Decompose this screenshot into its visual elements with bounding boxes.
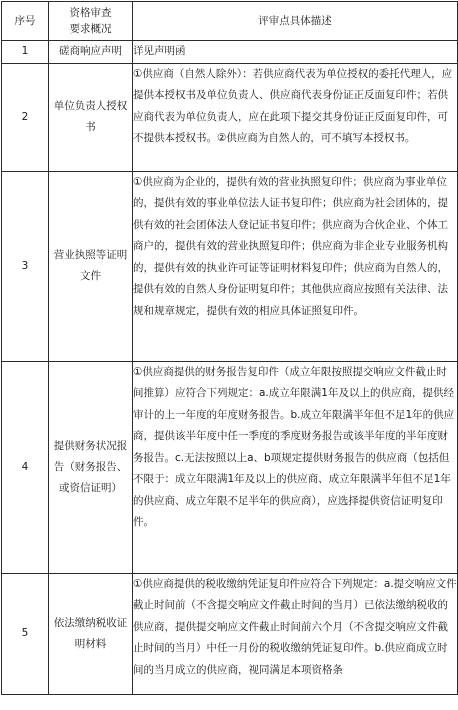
table-row <box>2 41 458 64</box>
table-row <box>2 573 458 694</box>
table-row <box>2 361 458 573</box>
description-cell: ①供应商提供的财务报告复印件（成立年限按照提交响应文件截止时间推算）应符合下列规定：a.成立年限满1年及以上的供应商，提供经审计的上一年度的年度财务报告。b.成立年限满半年但不足1年的供应商，提供该半年度中任一季度的季度财务报告或该半年度的半年度财务报告。c.无法按照以上a、b项规定提供财务报告的供应商（包括但不限于：成立年限满1年及以上的供应商、成立年限满半年但不足1年的供应商、成立年限不足半年的供应商），应选择提供资信证明复印件。 <box>133 361 458 573</box>
row-number: 5 <box>2 573 49 694</box>
row-number: 2 <box>2 63 49 171</box>
requirement-cell: 依法缴纳税收证明材料 <box>49 573 133 694</box>
row-number: 1 <box>2 41 49 64</box>
header-requirement: 资格审查要求概况 <box>49 2 133 41</box>
row-number: 3 <box>2 171 49 361</box>
header-description: 评审点具体描述 <box>133 2 458 41</box>
table-row <box>2 171 458 361</box>
table-row <box>2 63 458 171</box>
description-cell: ①供应商（自然人除外）：若供应商代表为单位授权的委托代理人，应提供本授权书及单位负责人、供应商代表身份证正反面复印件；若供应商代表为单位负责人，应在此项下提交其身份证正反面复印件，可不提供本授权书。②供应商为自然人的，可不填写本授权书。 <box>133 63 458 171</box>
description-cell: ①供应商提供的税收缴纳凭证复印件应符合下列规定：a.提交响应文件截止时间前（不含提交响应文件截止时间的当月）已依法缴纳税收的供应商，提供提交响应文件截止时间前六个月（不含提交响应文件截止时间的当月）中任一月份的税收缴纳凭证复印件。b.供应商成立时间的当月成立的供应商，视同满足本项资格条 <box>133 573 458 694</box>
requirement-cell: 单位负责人授权书 <box>49 63 133 171</box>
description-cell: 详见声明函 <box>133 41 458 64</box>
requirement-cell: 提供财务状况报告（财务报告、或资信证明） <box>49 361 133 573</box>
row-number: 4 <box>2 361 49 573</box>
requirement-cell: 磋商响应声明 <box>49 41 133 64</box>
description-cell: ①供应商为企业的，提供有效的营业执照复印件；供应商为事业单位的，提供有效的事业单位法人证书复印件；供应商为社会团体的，提供有效的社会团体法人登记证书复印件；供应商为合伙企业、个体工商户的，提供有效的营业执照复印件；供应商为非企业专业服务机构的，提供有效的执业许可证等证明材料复印件；供应商为自然人的，提供有效的自然人身份证明复印件；其他供应商应按照有关法律、法规和规章规定，提供有效的相应具体证照复印件。 <box>133 171 458 361</box>
requirement-cell: 营业执照等证明文件 <box>49 171 133 361</box>
review-table <box>1 1 458 695</box>
header-no: 序号 <box>2 2 49 41</box>
header-row <box>2 2 458 41</box>
